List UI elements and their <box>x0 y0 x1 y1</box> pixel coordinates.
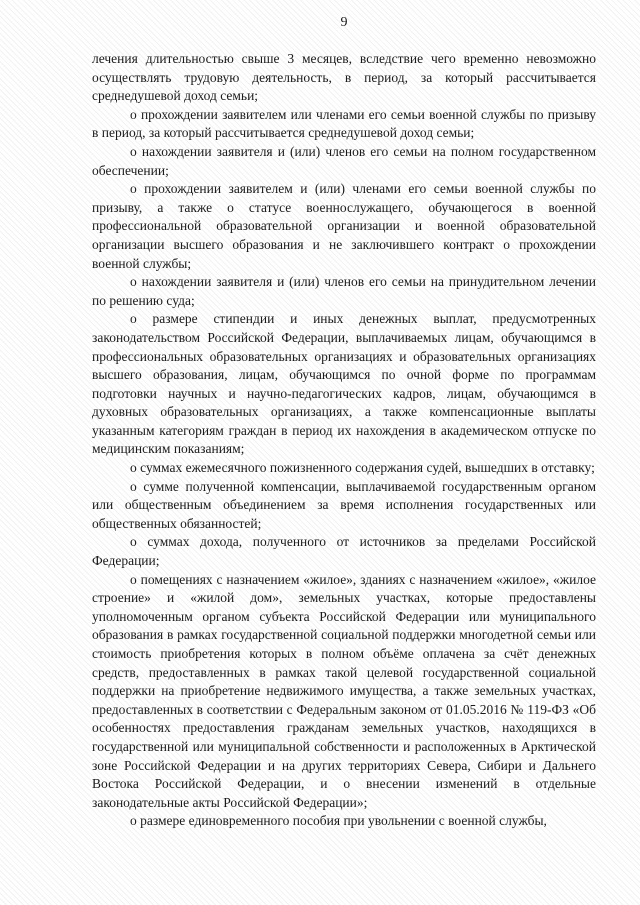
paragraph: о суммах ежемесячного пожизненного содержания судей, вышедших в отставку; <box>130 460 595 476</box>
paragraph: о размере единовременного пособия при увольнении с военной службы, <box>130 813 547 829</box>
paragraph: о прохождении заявителем или членами его семьи военной службы по призыву в период, за который рассчитывается среднедушевой доход семьи; <box>92 106 596 141</box>
document-body <box>92 50 596 831</box>
paragraph: о суммах дохода, полученного от источников за пределами Российской Федерации; <box>92 534 596 569</box>
paragraph: о размере стипендии и иных денежных выплат, предусмотренных законодательством Российской Федерации, выплачиваемых лицам, обучающимся в профессиональных образовательных организациях и образовательных организациях высшего образования, лицам, обучающимся по очной форме по программам подготовки научных и научно-педагогических кадров, лицам, обучающимся в духовных образовательных организациях, а также компенсационные выплаты указанным категориям граждан в период их нахождения в академическом отпуске по медицинским показаниям; <box>92 311 596 457</box>
paragraph: лечения длительностью свыше 3 месяцев, вследствие чего временно невозможно осуществлять трудовую деятельность, в период, за который рассчитывается среднедушевой доход семьи; <box>92 51 596 104</box>
paragraph: о сумме полученной компенсации, выплачиваемой государственным органом или общественным объединением за время исполнения государственных или общественных обязанностей; <box>92 478 596 531</box>
page-number: 9 <box>340 15 348 30</box>
paragraph: о нахождении заявителя и (или) членов его семьи на принудительном лечении по решению суда; <box>92 274 596 308</box>
paragraph: о нахождении заявителя и (или) членов его семьи на полном государственном обеспечении; <box>92 143 596 178</box>
paragraph: о прохождении заявителем и (или) членами его семьи военной службы по призыву, а также о статусе военнослужащего, обучающегося в военной профессиональной образовательной организации и военной образовательной организации высшего образования и не заключившего контракт о прохождении военной службы; <box>92 181 596 271</box>
paragraph: о помещениях с назначением «жилое», зданиях с назначением «жилое», «жилое строение» и «жилой дом», земельных участках, которые предоставлены уполномоченным органом субъекта Российской Федерации или муниципального образования в рамках государственной социальной поддержки многодетной семьи или стоимость приобретения которых в полном объёме оплачена за счёт денежных средств, предоставленных в рамках такой целевой государственной социальной поддержки на приобретение недвижимого имущества, а также земельных участках, предоставленных в соответствии с Федеральным законом от 01.05.2016 № 119-ФЗ «Об особенностях предоставления гражданам земельных участков, находящихся в государственной или муниципальной собственности и расположенных в Арктической зоне Российской Федерации и на других территориях Севера, Сибири и Дальнего Востока Российской Федерации, и о внесении изменений в отдельные законодательные акты Российской Федерации»; <box>92 571 596 810</box>
